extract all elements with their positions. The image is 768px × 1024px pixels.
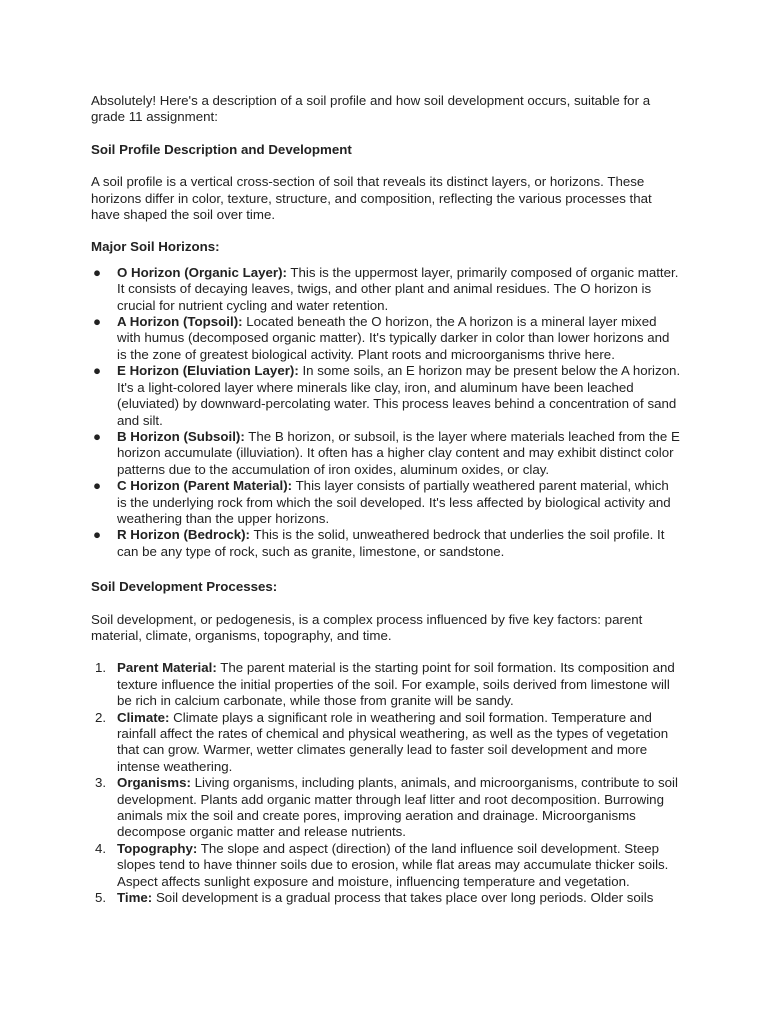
- list-number: 4.: [95, 840, 107, 856]
- bullet-icon: ●: [93, 264, 102, 280]
- list-item: [91, 265, 681, 314]
- factor-text: Climate plays a significant role in weathering and soil formation. Temperature and rainfall affect the rates of chemical and physical weathering, as well as the types of vegetation that can grow. Warmer, wetter climates generally lead to faster soil development and more intense weathering.: [117, 709, 669, 774]
- list-item: [91, 314, 681, 363]
- list-item: [91, 527, 681, 560]
- list-item: [91, 363, 681, 429]
- profile-paragraph: A soil profile is a vertical cross-section of soil that reveals its distinct layers, or horizons. These horizons differ in color, texture, structure, and composition, reflecting the various processes that have shaped the soil over time.: [91, 174, 652, 223]
- horizon-term: C Horizon (Parent Material):: [117, 478, 293, 494]
- horizon-text: This is the uppermost layer, primarily composed of organic matter. It consists of decaying leaves, twigs, and other plant and animal residues. The O horizon is crucial for nutrient cycling and water retention.: [117, 264, 679, 313]
- list-item: [91, 660, 681, 709]
- horizon-text: Located beneath the O horizon, the A horizon is a mineral layer mixed with humus (decomposed organic matter). It's typically darker in color than lower horizons and is the zone of greatest biological activity. Plant roots and microorganisms thrive here.: [117, 314, 670, 362]
- list-item: [91, 775, 681, 841]
- document-title: Soil Profile Description and Development: [91, 141, 352, 157]
- horizon-term: R Horizon (Bedrock):: [117, 527, 250, 543]
- horizon-term: O Horizon (Organic Layer):: [117, 264, 287, 280]
- bullet-icon: ●: [93, 527, 102, 543]
- processes-heading: Soil Development Processes:: [91, 579, 278, 595]
- factor-term: Topography:: [117, 840, 198, 856]
- list-item: [91, 710, 681, 776]
- horizon-term: A Horizon (Topsoil):: [117, 314, 243, 330]
- horizon-term: E Horizon (Eluviation Layer):: [117, 363, 299, 379]
- factor-term: Organisms:: [117, 775, 191, 791]
- bullet-icon: ●: [93, 314, 102, 330]
- factor-text: Soil development is a gradual process that takes place over long periods. Older soils: [155, 890, 654, 906]
- horizon-text: In some soils, an E horizon may be present below the A horizon. It's a light-colored layer where minerals like clay, iron, and aluminum have been leached (eluviated) by downward-percolating water. This process leaves behind a concentration of sand and silt.: [117, 363, 681, 428]
- list-number: 1.: [95, 660, 107, 676]
- list-item: [91, 478, 681, 527]
- factor-term: Time:: [117, 890, 153, 906]
- horizon-text: This is the solid, unweathered bedrock that underlies the soil profile. It can be any type of rock, such as granite, limestone, or sandstone.: [117, 527, 665, 559]
- pedogenesis-paragraph: Soil development, or pedogenesis, is a complex process influenced by five key factors: parent material, climate, organisms, topography, and time.: [91, 611, 643, 643]
- list-number: 5.: [95, 890, 107, 906]
- horizon-text: This layer consists of partially weathered parent material, which is the underlying rock from which the soil developed. It's less affected by biological activity and weathering than the upper horizons.: [117, 478, 671, 526]
- bullet-icon: ●: [93, 428, 102, 444]
- horizon-text: The B horizon, or subsoil, is the layer where materials leached from the E horizon accumulate (illuviation). It often has a higher clay content and may exhibit distinct color patterns due to the accumulation of iron oxides, aluminum oxides, or clay.: [117, 428, 680, 477]
- factor-text: The slope and aspect (direction) of the land influence soil development. Steep slopes tend to have thinner soils due to erosion, while flat areas may accumulate thicker soils. Aspect affects sunlight exposure and moisture, influencing temperature and vegetation.: [117, 840, 669, 889]
- factor-text: Living organisms, including plants, animals, and microorganisms, contribute to soil development. Plants add organic matter through leaf litter and root decomposition. Burrowing animals mix the soil and create pores, improving aeration and drainage. Microorganisms decompose organic matter and release nutrients.: [117, 775, 678, 840]
- list-item: [91, 890, 681, 906]
- horizons-list: [91, 265, 681, 560]
- list-item: [91, 429, 681, 478]
- document-page: [91, 93, 681, 906]
- bullet-icon: ●: [93, 363, 102, 379]
- factor-term: Parent Material:: [117, 660, 217, 676]
- intro-text: Absolutely! Here's a description of a soil profile and how soil development occurs, suitable for a grade 11 assignment:: [91, 93, 651, 125]
- list-item: [91, 841, 681, 890]
- bullet-icon: ●: [93, 478, 102, 494]
- factor-text: The parent material is the starting point for soil formation. Its composition and texture influence the initial properties of the soil. For example, soils derived from limestone will be rich in calcium carbonate, while those from granite will be sandy.: [117, 660, 675, 709]
- factor-term: Climate:: [117, 709, 170, 725]
- horizons-heading: Major Soil Horizons:: [91, 239, 220, 255]
- horizon-term: B Horizon (Subsoil):: [117, 428, 245, 444]
- list-number: 2.: [95, 709, 107, 725]
- factors-list: [91, 660, 681, 906]
- list-number: 3.: [95, 775, 107, 791]
